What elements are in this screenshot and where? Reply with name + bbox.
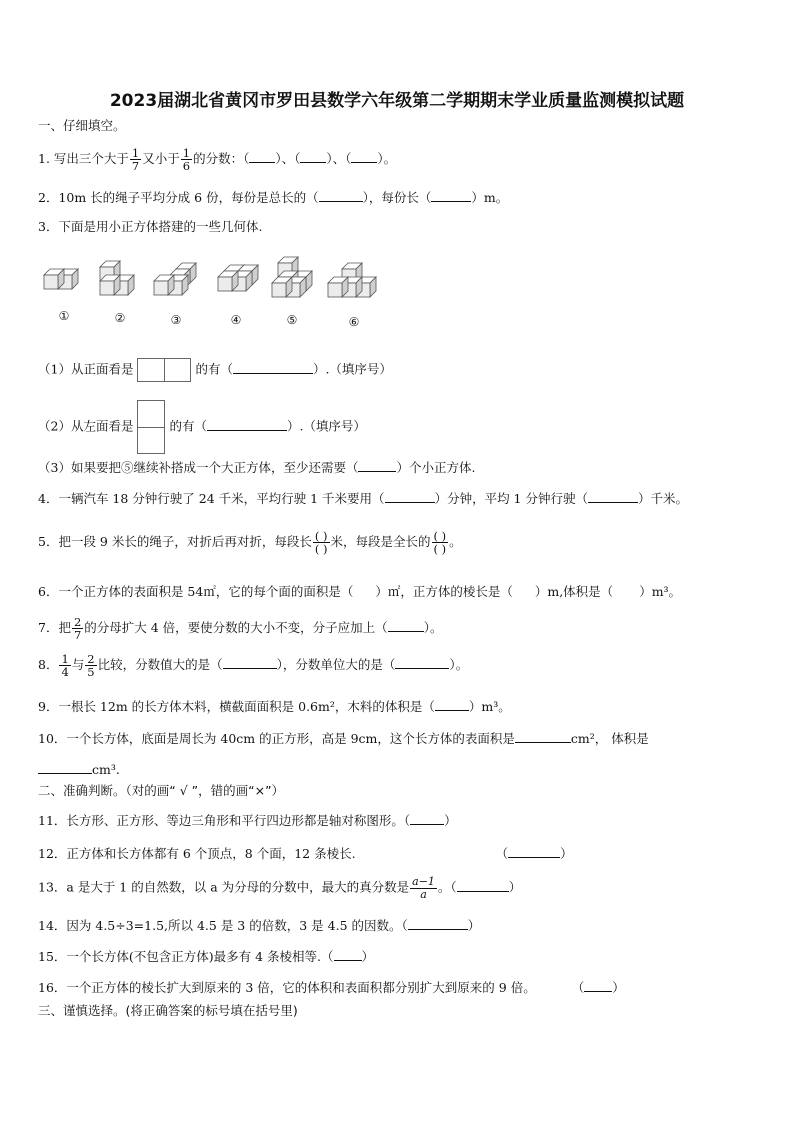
answer-blank[interactable]	[457, 879, 509, 892]
blank-fraction[interactable]: $\frac{( )}{( )}$	[433, 529, 447, 557]
section-heading-fill: 一、仔细填空。	[38, 118, 126, 133]
answer-blank[interactable]	[513, 584, 535, 596]
answer-blank[interactable]	[588, 490, 638, 503]
figure-label: ⑥	[348, 315, 360, 329]
left-view-shape	[137, 400, 165, 454]
figure-2	[100, 261, 134, 295]
figure-label: ④	[230, 313, 242, 327]
answer-blank[interactable]	[300, 150, 326, 163]
answer-blank[interactable]	[515, 730, 571, 743]
figure-3	[154, 263, 196, 295]
question-2: 2．10m 长的绳子平均分成 6 份，每份是总长的（ ），每份长（ ）m。	[38, 190, 509, 205]
question-6: 6．一个正方体的表面积是 54㎡，它的每个面的面积是（ ）㎡，正方体的棱长是（ ）m,体积是（ ）m³。	[38, 584, 682, 599]
page-title: 2023届湖北省黄冈市罗田县数学六年级第二学期期末学业质量监测模拟试题	[109, 91, 685, 111]
answer-blank[interactable]	[207, 418, 287, 431]
answer-blank[interactable]	[508, 845, 560, 858]
answer-blank[interactable]	[319, 189, 363, 202]
fraction-2-7: $\frac{2}{7}$	[73, 615, 82, 643]
answer-blank[interactable]	[358, 459, 396, 472]
front-view-shape	[137, 358, 191, 382]
answer-blank[interactable]	[435, 698, 469, 711]
question-1: 1. 写出三个大于 $\frac{1}{7}$ 又小于 $\frac{1}{6}$ 的分数：（ ）、（ ）、（ ）。	[38, 146, 397, 174]
answer-blank[interactable]	[431, 189, 471, 202]
answer-blank[interactable]	[410, 812, 444, 825]
figure-label: ⑤	[286, 313, 298, 327]
cube-figures	[38, 255, 398, 335]
answer-blank[interactable]	[351, 150, 377, 163]
answer-blank[interactable]	[584, 979, 612, 992]
answer-blank[interactable]	[395, 656, 449, 669]
answer-blank[interactable]	[385, 490, 435, 503]
question-4: 4．一辆汽车 18 分钟行驶了 24 千米，平均行驶 1 千米要用（ ）分钟，平均 1 分钟行驶（ ）千米。	[38, 491, 688, 506]
answer-blank[interactable]	[408, 917, 468, 930]
question-9: 9．一根长 12m 的长方体木料，横截面面积是 0.6m²，木料的体积是（ ）m³。	[38, 699, 511, 714]
question-3-3: （3）如果要把⑤继续补搭成一个大正方体，至少还需要（ ）个小正方体.	[38, 460, 476, 475]
answer-blank[interactable]	[249, 150, 275, 163]
fraction-2-5: $\frac{2}{5}$	[87, 652, 95, 680]
figure-6	[328, 263, 376, 297]
question-3-2: （2）从左面看是 的有（ ）.（填序号）	[38, 400, 366, 454]
question-3: 3．下面是用小正方体搭建的一些几何体.	[38, 219, 263, 234]
question-10-cont: cm³.	[38, 761, 120, 777]
question-8: 8． $\frac{1}{4}$ 与 $\frac{2}{5}$ 比较，分数值大的是（ ），分数单位大的是（ ）。	[38, 652, 469, 680]
question-12: 12．正方体和长方体都有 6 个顶点，8 个面，12 条棱长. （ ）	[38, 846, 573, 861]
answer-blank[interactable]	[353, 584, 375, 596]
answer-blank[interactable]	[233, 361, 313, 374]
figure-4	[218, 265, 258, 291]
section-heading-judge: 二、准确判断。（对的画“ √ ”，错的画“×”）	[38, 783, 285, 798]
question-11: 11．长方形、正方形、等边三角形和平行四边形都是轴对称图形。（ ）	[38, 813, 457, 828]
fraction-1-4: $\frac{1}{4}$	[61, 652, 69, 680]
answer-blank[interactable]	[334, 948, 362, 961]
answer-blank[interactable]	[388, 619, 424, 632]
answer-blank[interactable]	[613, 584, 639, 596]
question-5: 5．把一段 9 米长的绳子，对折后再对折，每段长 $\frac{( )}{( )}$ 米，每段是全长的 $\frac{( )}{( )}$ 。	[38, 529, 462, 557]
answer-blank[interactable]	[38, 761, 92, 774]
figure-label: ②	[114, 311, 126, 325]
question-15: 15．一个长方体(不包含正方体)最多有 4 条棱相等.（ ）	[38, 949, 375, 964]
section-heading-choice: 三、谨慎选择。(将正确答案的标号填在括号里)	[38, 1003, 298, 1018]
figure-1	[44, 269, 78, 289]
question-10: 10．一个长方体，底面是周长为 40cm 的正方形，高是 9cm，这个长方体的表面积是 cm²， 体积是	[38, 731, 649, 746]
question-3-1: （1）从正面看是 的有（ ）.（填序号）	[38, 358, 392, 382]
figure-label: ①	[58, 309, 70, 323]
figure-5	[272, 257, 312, 297]
blank-fraction[interactable]: $\frac{( )}{( )}$	[314, 529, 328, 557]
figure-label: ③	[170, 313, 182, 327]
question-16: 16．一个正方体的棱长扩大到原来的 3 倍，它的体积和表面积都分别扩大到原来的 9 倍。 （ ）	[38, 980, 625, 995]
answer-blank[interactable]	[223, 656, 277, 669]
fraction-1-7: $\frac{1}{7}$	[131, 146, 140, 174]
question-13: 13．a 是大于 1 的自然数，以 a 为分母的分数中，最大的真分数是 $\frac{a-1}{a}$ 。（ ）	[38, 875, 522, 901]
question-14: 14．因为 4.5÷3=1.5,所以 4.5 是 3 的倍数，3 是 4.5 的因数。（ ）	[38, 918, 481, 933]
fraction-a-minus-1-over-a: $\frac{a-1}{a}$	[412, 875, 435, 901]
question-7: 7．把 $\frac{2}{7}$ 的分母扩大 4 倍，要使分数的大小不变，分子应加上（ ）。	[38, 615, 443, 643]
fraction-1-6: $\frac{1}{6}$	[182, 146, 191, 174]
